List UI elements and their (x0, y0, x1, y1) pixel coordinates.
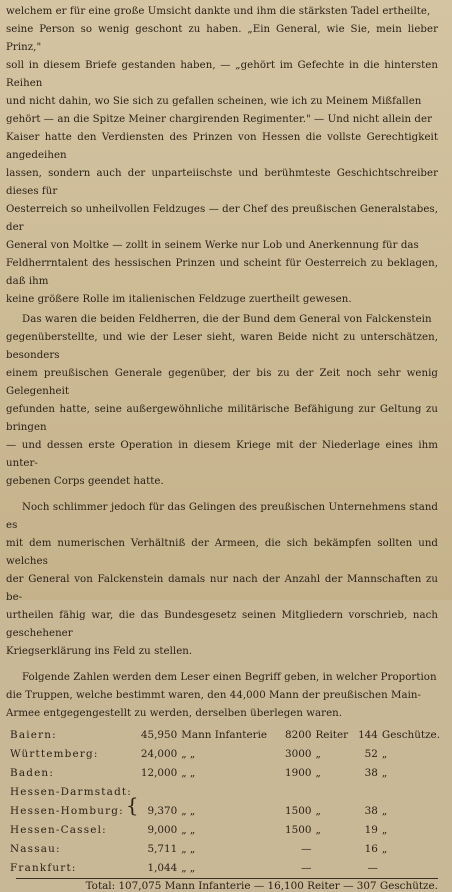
text-line: Armee entgegengestellt zu werden, derselben überlegen waren. (6, 708, 343, 719)
cavalry-unit (311, 782, 350, 801)
text-line: lassen, sondern auch der unparteiischste und berühmteste Geschichtschreiber dieses für (6, 168, 438, 197)
text-line: Folgende Zahlen werden dem Leser einen Begriff geben, in welcher Proportion (22, 672, 437, 683)
text-line: Das waren die beiden Feldherren, die der Bund dem General von Falckenstein (22, 314, 432, 325)
cavalry-unit: „ (315, 823, 321, 836)
text-line: und nicht dahin, wo Sie sich zu gefallen scheinen, wie ich zu Meinem Mißfallen (6, 96, 422, 107)
cavalry-unit (311, 858, 350, 877)
text-line: keine größere Rolle im italienischen Feldzuge zuertheilt gewesen. (6, 294, 352, 305)
cavalry-count: 3000 (285, 747, 312, 760)
troop-row (10, 858, 440, 877)
text-line: gehört — an die Spitze Meiner chargirenden Regimenter." — Und nicht allein der (6, 114, 433, 125)
gun-unit: Geschütze. (381, 728, 440, 741)
gun-unit: „ (381, 823, 388, 836)
gun-count: 19 (364, 823, 378, 836)
infantry-unit: „ „ (181, 747, 196, 760)
troop-row (10, 763, 440, 782)
paragraph-2 (6, 311, 438, 491)
infantry-count: 1,044 (147, 861, 178, 874)
text-line: Feldherrntalent des hessischen Prinzen und scheint für Oesterreich zu beklagen, daß ihm (6, 258, 438, 287)
cavalry-unit: „ (315, 804, 321, 817)
state-name: Hessen-Cassel: (10, 823, 107, 836)
gun-count: 52 (364, 747, 378, 760)
paragraph-3 (6, 499, 438, 661)
troop-row (10, 725, 440, 744)
gun-unit: „ (381, 804, 388, 817)
text-line: seine Person so wenig geschont zu haben. „Ein General, wie Sie, mein lieber Prinz," (6, 24, 438, 53)
infantry-count: 45,950 (140, 728, 178, 741)
cavalry-unit: „ (315, 747, 321, 760)
gun-unit (378, 782, 440, 801)
text-line: Kaiser hatte den Verdiensten des Prinzen von Hessen die vollste Gerechtigkeit angedeihen (6, 132, 438, 161)
text-line: einem preußischen Generale gegenüber, der bis zu der Zeit noch sehr wenig Gelegenheit (6, 368, 438, 397)
gun-count: 144 (358, 728, 378, 741)
cavalry-count: 8200 (285, 728, 312, 741)
text-line: gefunden hatte, seine außergewöhnliche militärische Befähigung zur Geltung zu bringen (6, 404, 438, 433)
troop-row (10, 744, 440, 763)
text-line: die Truppen, welche bestimmt waren, den 44,000 Mann der preußischen Main- (6, 690, 421, 701)
infantry-count: 9,000 (147, 823, 178, 836)
paragraph-4 (6, 669, 438, 723)
troop-row (10, 782, 440, 801)
gun-count: — (367, 861, 378, 874)
cavalry-count: 1500 (285, 823, 312, 836)
state-name: Hessen-Homburg: { (10, 792, 140, 817)
cavalry-count: 1500 (285, 804, 312, 817)
cavalry-count (277, 782, 311, 801)
infantry-count: 12,000 (140, 766, 178, 779)
gun-count (350, 782, 378, 801)
gun-unit: „ (381, 842, 388, 855)
cavalry-count: 1900 (285, 766, 312, 779)
infantry-unit: „ „ (181, 861, 196, 874)
text-line: der General von Falckenstein damals nur nach der Anzahl der Mannschaften zu be- (6, 574, 438, 603)
state-name: Baden: (10, 766, 55, 779)
infantry-unit: „ „ (181, 766, 196, 779)
text-line: Oesterreich so unheilvollen Feldzuges — der Chef des preußischen Generalstabes, der (6, 204, 438, 233)
infantry-unit: „ „ (181, 842, 196, 855)
text-line: urtheilen fähig war, die das Bundesgesetz seinen Mitgliedern vorschrieb, nach geschehener (6, 610, 438, 639)
text-line: welchem er für eine große Umsicht dankte und ihm die stärksten Tadel ertheilte, (6, 6, 431, 17)
state-name: Nassau: (10, 842, 61, 855)
state-name: Frankfurt: (10, 861, 77, 874)
text-line: Noch schlimmer jedoch für das Gelingen des preußischen Unternehmens stand es (6, 502, 438, 531)
troop-row (10, 839, 440, 858)
state-name: Baiern: (10, 728, 57, 741)
infantry-unit: Mann Infanterie (181, 728, 268, 741)
gun-unit (378, 858, 440, 877)
troops-total: Total: 107,075 Mann Infanterie — 16,100 Reiter — 307 Geschütze. (16, 878, 438, 892)
troop-row (10, 820, 440, 839)
infantry-unit: „ „ (181, 823, 196, 836)
gun-unit: „ (381, 766, 388, 779)
text-line: gebenen Corps geendet hatte. (6, 476, 164, 487)
gun-unit: „ (381, 747, 388, 760)
text-line: soll in diesem Briefe gestanden haben, — „gehört im Gefechte in die hintersten Reihen (6, 60, 438, 89)
text-line: Kriegserklärung ins Feld zu stellen. (6, 646, 193, 657)
infantry-unit (177, 782, 277, 801)
infantry-count: 24,000 (140, 747, 178, 760)
text-line: General von Moltke — zollt in seinem Werke nur Lob und Anerkennung für das (6, 240, 419, 251)
infantry-unit: „ „ (181, 804, 196, 817)
gun-count: 16 (364, 842, 378, 855)
state-name: Württemberg: (10, 747, 99, 760)
cavalry-unit: „ (315, 766, 321, 779)
troop-row (10, 801, 440, 820)
state-name: Hessen-Darmstadt: (10, 785, 133, 798)
infantry-count: 5,711 (147, 842, 178, 855)
text-line: mit dem numerischen Verhältniß der Armeen, die sich bekämpfen sollten und welches (6, 538, 438, 567)
brace-icon: { (125, 792, 140, 817)
infantry-count: 9,370 (147, 804, 178, 817)
text-line: — und dessen erste Operation in diesem Kriege mit der Niederlage eines ihm unter- (6, 440, 438, 469)
gun-count: 38 (364, 766, 378, 779)
text-line: gegenüberstellte, und wie der Leser sieht, waren Beide nicht zu unterschätzen, besonders (6, 332, 438, 361)
cavalry-unit (311, 839, 350, 858)
cavalry-unit: Reiter (315, 728, 349, 741)
cavalry-count: — (301, 842, 312, 855)
paragraph-1 (6, 3, 438, 309)
troops-table (10, 725, 440, 877)
gun-count: 38 (364, 804, 378, 817)
cavalry-count: — (301, 861, 312, 874)
